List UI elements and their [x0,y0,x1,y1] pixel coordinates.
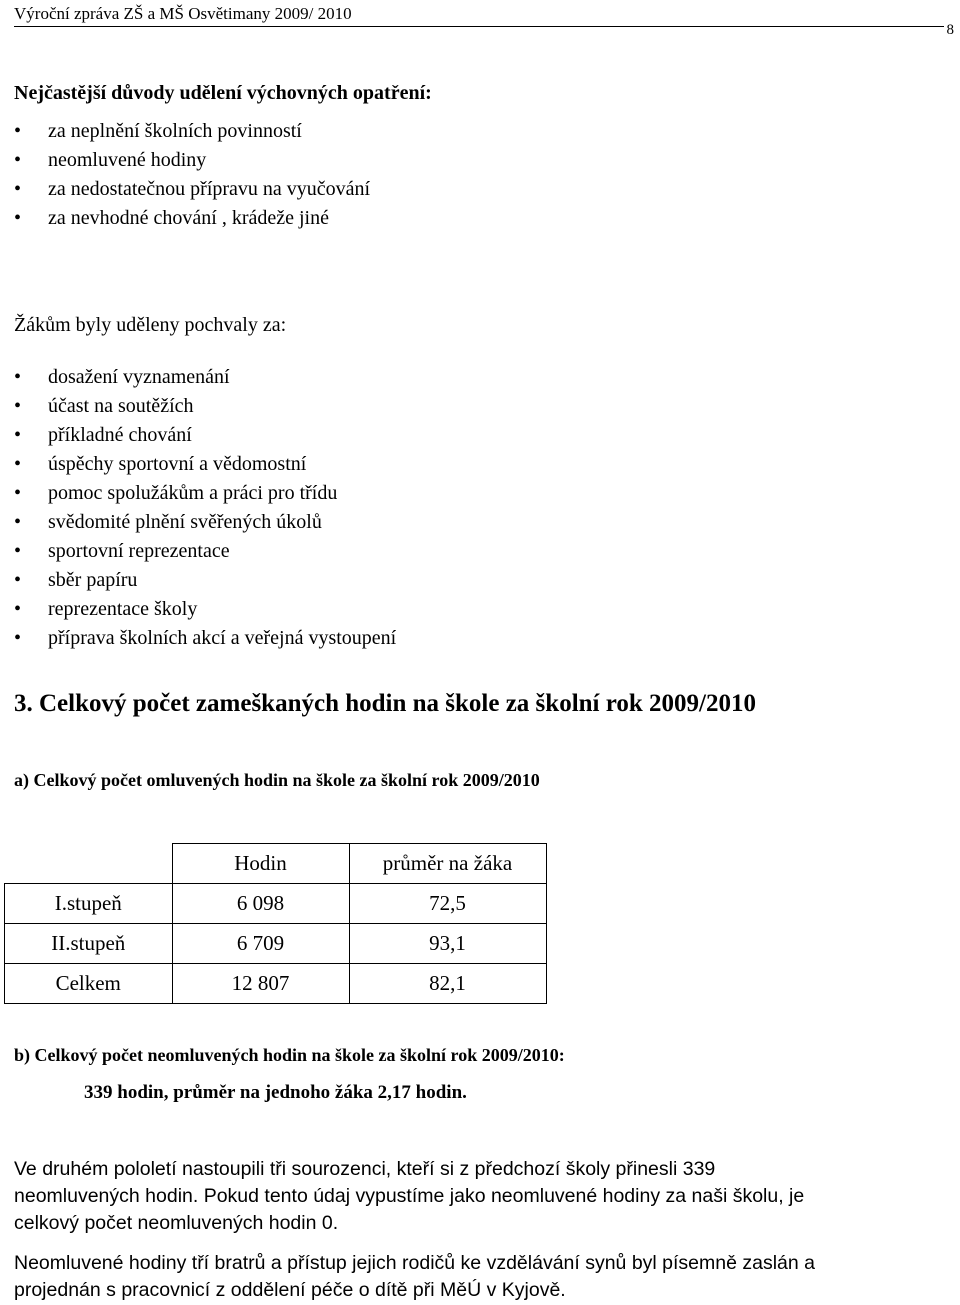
paragraph-line: Ve druhém pololetí nastoupili tři sourozenci, kteří si z předchozí školy přinesli 339 [14,1158,716,1180]
excused-hours-heading: a) Celkový počet omluvených hodin na škole za školní rok 2009/2010 [14,770,540,790]
table-cell: 6 709 [172,924,349,964]
table-row [5,924,547,964]
table-cell: Celkem [5,964,173,1004]
paragraph-line: projednán s pracovnicí z oddělení péče o dítě při MěÚ v Kyjově. [14,1279,566,1301]
table-cell: 82,1 [349,964,546,1004]
paragraph-line: neomluvených hodin. Pokud tento údaj vypustíme jako neomluvené hodiny za naši školu, je [14,1185,805,1207]
bullet-icon: • [14,598,22,620]
unexcused-hours-result: 339 hodin, průměr na jednoho žáka 2,17 hodin. [84,1082,467,1103]
bullet-icon: • [14,540,22,562]
absence-table [4,843,547,1004]
table-row [5,964,547,1004]
bullet-icon: • [14,482,22,504]
paragraph-line: celkový počet neomluvených hodin 0. [14,1212,339,1234]
bullet-icon: • [14,395,22,417]
bullet-icon: • [14,120,22,142]
table-cell: 6 098 [172,884,349,924]
paragraph-line: Neomluvené hodiny tří bratrů a přístup jejich rodičů ke vzdělávání synů byl písemně zaslán a [14,1252,816,1274]
table-cell: II.stupeň [5,924,173,964]
bullet-icon: • [14,149,22,171]
table-header-row [5,844,547,884]
bullet-icon: • [14,627,22,649]
bullet-icon: • [14,178,22,200]
bullet-icon: • [14,424,22,446]
measures-heading: Nejčastější důvody udělení výchovných opatření: [14,82,432,104]
table-cell: 12 807 [172,964,349,1004]
table-cell: 93,1 [349,924,546,964]
table-row [5,884,547,924]
bullet-icon: • [14,207,22,229]
bullet-icon: • [14,366,22,388]
unexcused-hours-heading: b) Celkový počet neomluvených hodin na škole za školní rok 2009/2010: [14,1045,565,1065]
bullet-icon: • [14,453,22,475]
document-header-title: Výroční zpráva ZŠ a MŠ Osvětimany 2009/ 2010 [14,4,352,23]
praise-heading: Žákům byly uděleny pochvaly za: [14,314,287,336]
table-cell [5,844,173,884]
table-cell: 72,5 [349,884,546,924]
header-rule [14,26,944,27]
column-header-hours: Hodin [172,844,349,884]
page-number: 8 [946,22,954,38]
table-cell: I.stupeň [5,884,173,924]
section3-heading: 3. Celkový počet zameškaných hodin na škole za školní rok 2009/2010 [14,690,756,717]
bullet-icon: • [14,569,22,591]
column-header-average: průměr na žáka [349,844,546,884]
bullet-icon: • [14,511,22,533]
